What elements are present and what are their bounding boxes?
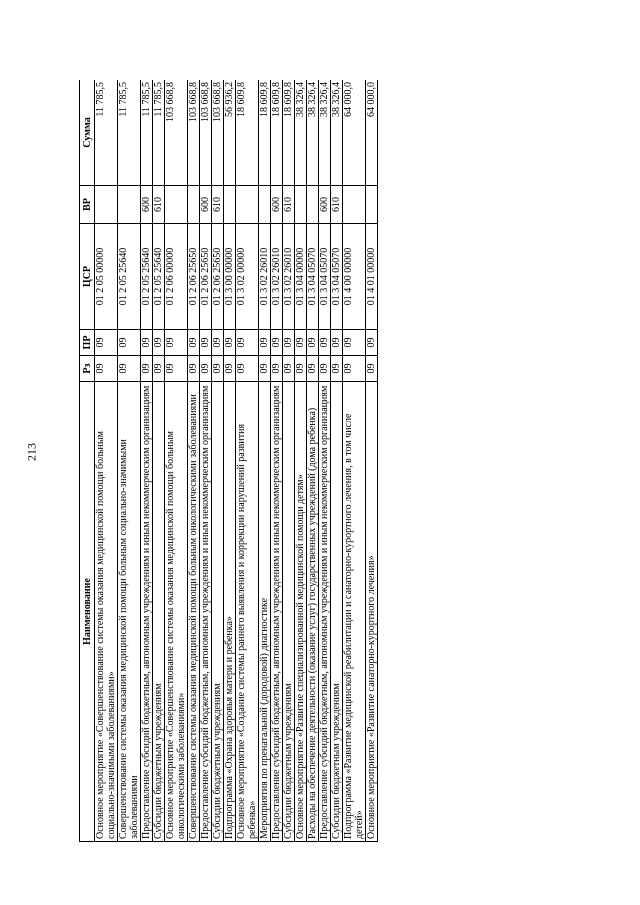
cell-sum: 18 609,8 [259,80,271,186]
cell-sum: 18 609,8 [283,80,295,186]
cell-vr: 610 [331,186,343,224]
cell-sum: 11 785,5 [153,80,165,186]
rotated-page-area [79,80,569,842]
cell-vr [343,186,366,224]
table-row [366,80,378,842]
cell-pr: 09 [200,330,212,356]
cell-sum: 64 000,0 [343,80,366,186]
table-row [153,80,165,842]
cell-rz: 09 [319,356,331,382]
header-csr: ЦСР [80,224,95,330]
cell-name: Предоставление субсидий бюджетным, автономным учреждениям и иным некоммерческим организациям [271,382,283,842]
cell-vr [118,186,141,224]
cell-pr: 09 [95,330,118,356]
cell-csr: 01 3 02 26010 [283,224,295,330]
cell-name: Основное мероприятие «Развитие санаторно-курортного лечения» [366,382,378,842]
cell-rz: 09 [141,356,153,382]
cell-name: Основное мероприятие «Развитие специализированной медицинской помощи детям» [295,382,307,842]
cell-sum: 11 785,5 [95,80,118,186]
cell-pr: 09 [141,330,153,356]
cell-csr: 01 2 05 25640 [153,224,165,330]
cell-sum: 11 785,5 [141,80,153,186]
cell-rz: 09 [307,356,319,382]
table-body [95,80,378,842]
cell-name: Предоставление субсидий бюджетным, автономным учреждениям и иным некоммерческим организациям [200,382,212,842]
cell-rz: 09 [343,356,366,382]
cell-pr: 09 [307,330,319,356]
cell-csr: 01 3 02 26010 [259,224,271,330]
cell-name: Подпрограмма «Охрана здоровья матери и ребенка» [224,382,236,842]
header-name: Наименование [80,382,95,842]
cell-rz: 09 [259,356,271,382]
cell-rz: 09 [283,356,295,382]
cell-csr: 01 3 04 05070 [331,224,343,330]
cell-sum: 38 326,4 [331,80,343,186]
cell-vr [236,186,259,224]
cell-pr: 09 [343,330,366,356]
cell-sum: 11 785,5 [118,80,141,186]
cell-pr: 09 [319,330,331,356]
cell-rz: 09 [271,356,283,382]
cell-name: Совершенствование системы оказания медицинской помощи больным социально-значимыми заболеваниями [118,382,141,842]
cell-vr: 610 [283,186,295,224]
cell-name: Предоставление субсидий бюджетным, автономным учреждениям и иным некоммерческим организациям [319,382,331,842]
cell-sum: 103 668,8 [165,80,188,186]
cell-pr: 09 [271,330,283,356]
cell-rz: 09 [118,356,141,382]
cell-rz: 09 [200,356,212,382]
table-row [307,80,319,842]
table-row [141,80,153,842]
cell-pr: 09 [366,330,378,356]
table-row [95,80,118,842]
cell-csr: 01 3 00 00000 [224,224,236,330]
table-row [212,80,224,842]
cell-rz: 09 [224,356,236,382]
cell-pr: 09 [236,330,259,356]
cell-name: Предоставление субсидий бюджетным, автономным учреждениям и иным некоммерческим организациям [141,382,153,842]
cell-sum: 38 326,4 [307,80,319,186]
cell-name: Основное мероприятие «Создание системы раннего выявления и коррекции нарушений развития ребенка» [236,382,259,842]
cell-csr: 01 2 05 25640 [118,224,141,330]
cell-pr: 09 [165,330,188,356]
cell-vr: 610 [212,186,224,224]
cell-sum: 18 609,8 [271,80,283,186]
cell-vr [295,186,307,224]
cell-sum: 103 668,8 [188,80,200,186]
cell-sum: 56 936,2 [224,80,236,186]
table-row [188,80,200,842]
table-row [343,80,366,842]
cell-csr: 01 2 06 25650 [188,224,200,330]
table-row [331,80,343,842]
cell-sum: 38 326,4 [319,80,331,186]
cell-rz: 09 [165,356,188,382]
cell-vr: 600 [271,186,283,224]
cell-pr: 09 [331,330,343,356]
cell-rz: 09 [212,356,224,382]
header-sum: Сумма [80,80,95,186]
cell-vr [188,186,200,224]
header-pr: ПР [80,330,95,356]
cell-vr [366,186,378,224]
table-row [259,80,271,842]
cell-vr [224,186,236,224]
cell-sum: 64 000,0 [366,80,378,186]
cell-sum: 103 668,8 [212,80,224,186]
cell-name: Совершенствование системы оказания медицинской помощи больным онкологическими заболеваниями [188,382,200,842]
cell-vr [307,186,319,224]
table-row [283,80,295,842]
table-header-row [80,80,95,842]
cell-rz: 09 [295,356,307,382]
cell-sum: 38 326,4 [295,80,307,186]
table-row [118,80,141,842]
cell-csr: 01 2 06 25650 [200,224,212,330]
cell-rz: 09 [366,356,378,382]
cell-name: Основное мероприятие «Совершенствование системы оказания медицинской помощи больным онкологическими заболеваниями» [165,382,188,842]
cell-pr: 09 [224,330,236,356]
table-row [200,80,212,842]
cell-name: Субсидии бюджетным учреждениям [283,382,295,842]
table-row [295,80,307,842]
cell-csr: 01 4 00 00000 [343,224,366,330]
budget-table [79,80,378,842]
cell-rz: 09 [153,356,165,382]
cell-vr [95,186,118,224]
rotated-table-container [79,80,569,842]
cell-pr: 09 [295,330,307,356]
cell-sum: 103 668,8 [200,80,212,186]
cell-name: Субсидии бюджетным учреждениям [153,382,165,842]
cell-csr: 01 3 04 05070 [307,224,319,330]
cell-sum: 18 609,8 [236,80,259,186]
cell-vr: 600 [141,186,153,224]
cell-csr: 01 3 04 05070 [319,224,331,330]
cell-name: Основное мероприятие «Совершенствование системы оказания медицинской помощи больным социально-значимыми заболеваниями» [95,382,118,842]
cell-rz: 09 [95,356,118,382]
cell-name: Субсидии бюджетным учреждениям [212,382,224,842]
cell-vr: 600 [319,186,331,224]
cell-csr: 01 3 02 00000 [236,224,259,330]
cell-pr: 09 [153,330,165,356]
table-row [224,80,236,842]
cell-csr: 01 3 02 26010 [271,224,283,330]
cell-csr: 01 2 05 00000 [95,224,118,330]
cell-vr: 610 [153,186,165,224]
page-number: 213 [24,443,39,461]
cell-name: Подпрограмма «Развитие медицинской реабилитации и санаторно-курортного лечения, в том числе детей» [343,382,366,842]
cell-pr: 09 [259,330,271,356]
cell-name: Расходы на обеспечение деятельности (оказание услуг) государственных учреждений (дома ребенка) [307,382,319,842]
cell-pr: 09 [212,330,224,356]
cell-csr: 01 4 01 00000 [366,224,378,330]
cell-pr: 09 [283,330,295,356]
cell-csr: 01 3 04 00000 [295,224,307,330]
table-row [319,80,331,842]
cell-name: Мероприятия по пренатальной (дородовой) диагностике [259,382,271,842]
cell-name: Субсидии бюджетным учреждениям [331,382,343,842]
table-row [165,80,188,842]
cell-rz: 09 [236,356,259,382]
cell-csr: 01 2 06 25650 [212,224,224,330]
cell-csr: 01 2 05 25640 [141,224,153,330]
cell-vr [259,186,271,224]
cell-vr [165,186,188,224]
cell-csr: 01 2 06 00000 [165,224,188,330]
header-vr: ВР [80,186,95,224]
cell-rz: 09 [188,356,200,382]
table-row [271,80,283,842]
cell-pr: 09 [188,330,200,356]
cell-rz: 09 [331,356,343,382]
cell-pr: 09 [118,330,141,356]
header-rz: Рз [80,356,95,382]
cell-vr: 600 [200,186,212,224]
table-row [236,80,259,842]
